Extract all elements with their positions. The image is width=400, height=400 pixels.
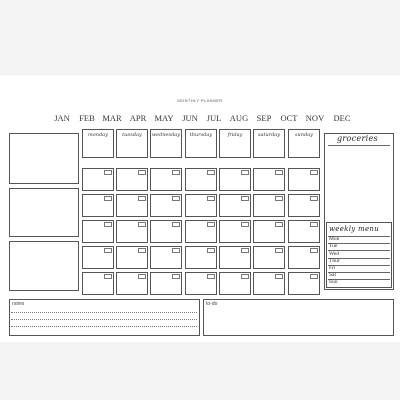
calendar-day-cell <box>82 194 114 217</box>
month-jan: JAN <box>54 113 70 123</box>
day-number-box <box>275 274 283 279</box>
menu-day-label: Sun <box>329 279 338 286</box>
month-aug: AUG <box>229 113 249 123</box>
month-mar: MAR <box>102 113 122 123</box>
menu-day-label: Tue <box>329 243 338 250</box>
calendar-day-cell <box>116 194 148 217</box>
left-box-1 <box>9 133 79 184</box>
menu-row-line <box>328 265 390 266</box>
day-number-box <box>310 248 318 253</box>
menu-day-label: Sat <box>329 272 337 279</box>
calendar-day-cell <box>219 272 251 295</box>
groceries-divider <box>328 145 390 146</box>
menu-row-line <box>328 272 390 273</box>
day-number-box <box>207 196 215 201</box>
day-number-box <box>138 274 146 279</box>
calendar-day-cell <box>185 246 217 269</box>
menu-day-label: Fri <box>329 265 336 271</box>
day-number-box <box>172 170 180 175</box>
planner-sheet <box>0 75 400 342</box>
calendar-day-cell <box>288 246 320 269</box>
day-number-box <box>310 274 318 279</box>
calendar-day-cell <box>288 272 320 295</box>
day-number-box <box>172 274 180 279</box>
calendar-day-cell <box>185 194 217 217</box>
calendar-day-cell <box>185 168 217 191</box>
calendar-day-cell <box>116 168 148 191</box>
weekday-monday: monday <box>82 129 114 158</box>
day-number-box <box>275 222 283 227</box>
calendar-day-cell <box>150 272 182 295</box>
planner-title: MONTHLY PLANNER <box>177 98 223 103</box>
calendar-day-cell <box>116 220 148 243</box>
calendar-day-cell <box>219 246 251 269</box>
calendar-day-cell <box>116 272 148 295</box>
todo-box <box>203 299 394 336</box>
calendar-day-cell <box>82 272 114 295</box>
calendar-day-cell <box>288 220 320 243</box>
notes-line <box>11 312 197 313</box>
day-number-box <box>104 196 112 201</box>
calendar-day-cell <box>253 272 285 295</box>
day-number-box <box>241 248 249 253</box>
calendar-day-cell <box>150 246 182 269</box>
day-number-box <box>172 248 180 253</box>
day-number-box <box>310 222 318 227</box>
weekly-menu-heading: weekly menu <box>329 225 380 233</box>
calendar-day-cell <box>288 168 320 191</box>
day-number-box <box>207 248 215 253</box>
todo-label: to-do <box>206 301 218 307</box>
calendar-day-cell <box>150 220 182 243</box>
day-number-box <box>104 248 112 253</box>
calendar-day-cell <box>150 168 182 191</box>
calendar-day-cell <box>253 194 285 217</box>
day-number-box <box>207 222 215 227</box>
menu-day-label: Wed <box>329 250 339 257</box>
menu-day-label: Thur <box>329 257 340 264</box>
calendar-day-cell <box>253 246 285 269</box>
month-feb: FEB <box>79 113 95 123</box>
notes-line <box>11 319 197 320</box>
month-may: MAY <box>154 113 174 123</box>
month-jul: JUL <box>206 113 222 123</box>
day-number-box <box>138 170 146 175</box>
day-number-box <box>104 274 112 279</box>
month-sep: SEP <box>256 113 272 123</box>
month-jun: JUN <box>182 113 198 123</box>
groceries-heading: groceries <box>337 134 378 143</box>
day-number-box <box>275 196 283 201</box>
day-number-box <box>138 196 146 201</box>
day-number-box <box>138 248 146 253</box>
notes-box <box>9 299 200 336</box>
calendar-day-cell <box>219 168 251 191</box>
day-number-box <box>172 196 180 201</box>
day-number-box <box>241 274 249 279</box>
calendar-day-cell <box>82 220 114 243</box>
calendar-day-cell <box>253 220 285 243</box>
left-box-3 <box>9 241 79 291</box>
weekday-wednesday: wednesday <box>150 129 182 158</box>
month-apr: APR <box>129 113 147 123</box>
day-number-box <box>207 274 215 279</box>
day-number-box <box>241 222 249 227</box>
notes-line <box>11 326 197 327</box>
calendar-day-cell <box>219 220 251 243</box>
left-box-2 <box>9 188 79 237</box>
menu-day-label: Mon <box>329 236 340 243</box>
day-number-box <box>104 170 112 175</box>
day-number-box <box>241 170 249 175</box>
weekday-sunday: sunday <box>288 129 320 158</box>
calendar-day-cell <box>185 272 217 295</box>
calendar-day-cell <box>82 168 114 191</box>
day-number-box <box>275 170 283 175</box>
day-number-box <box>207 170 215 175</box>
day-number-box <box>310 170 318 175</box>
notes-label: notes <box>12 301 25 307</box>
weekday-saturday: saturday <box>253 129 285 158</box>
calendar-day-cell <box>150 194 182 217</box>
month-row <box>53 113 353 125</box>
weekday-thursday: thursday <box>185 129 217 158</box>
day-number-box <box>138 222 146 227</box>
month-nov: NOV <box>305 113 325 123</box>
calendar-day-cell <box>288 194 320 217</box>
calendar-day-cell <box>82 246 114 269</box>
day-number-box <box>310 196 318 201</box>
day-number-box <box>275 248 283 253</box>
day-number-box <box>104 222 112 227</box>
calendar-day-cell <box>185 220 217 243</box>
calendar-day-cell <box>116 246 148 269</box>
weekday-tuesday: tuesday <box>116 129 148 158</box>
month-dec: DEC <box>333 113 351 123</box>
calendar-day-cell <box>253 168 285 191</box>
day-number-box <box>172 222 180 227</box>
calendar-day-cell <box>219 194 251 217</box>
weekday-friday: friday <box>219 129 251 158</box>
day-number-box <box>241 196 249 201</box>
month-oct: OCT <box>280 113 298 123</box>
